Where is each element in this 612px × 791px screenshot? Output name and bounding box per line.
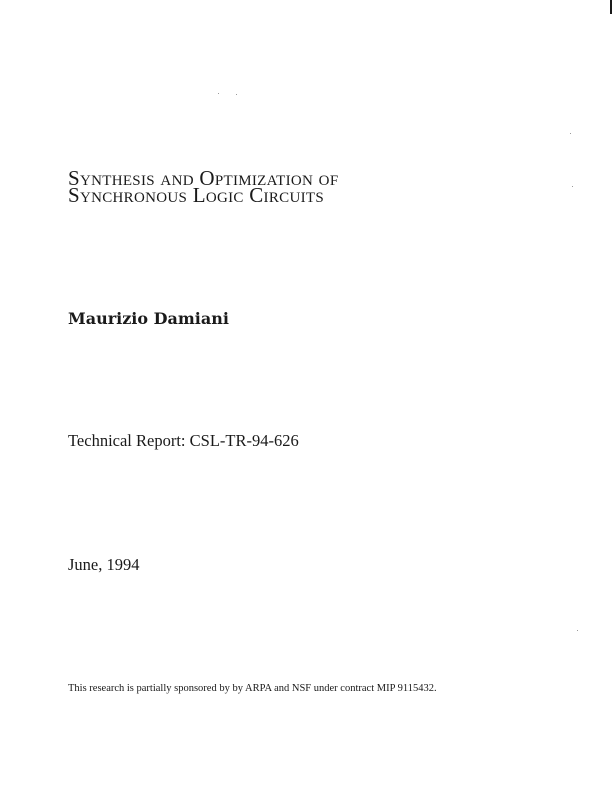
report-title-line-2: Synchronous Logic Circuits <box>68 183 324 207</box>
report-number: Technical Report: CSL-TR-94-626 <box>68 431 299 450</box>
author-name: Maurizio Damiani <box>68 309 229 328</box>
scan-speck <box>570 133 571 134</box>
report-title-line-1: Synthesis and Optimization of <box>68 166 339 190</box>
scan-speck <box>218 93 219 94</box>
report-title <box>68 166 339 207</box>
scan-speck <box>572 186 573 187</box>
scan-speck <box>236 94 237 95</box>
scan-speck <box>577 630 578 631</box>
funding-note: This research is partially sponsored by by ARPA and NSF under contract MIP 9115432. <box>68 683 437 694</box>
publication-date: June, 1994 <box>68 555 140 574</box>
